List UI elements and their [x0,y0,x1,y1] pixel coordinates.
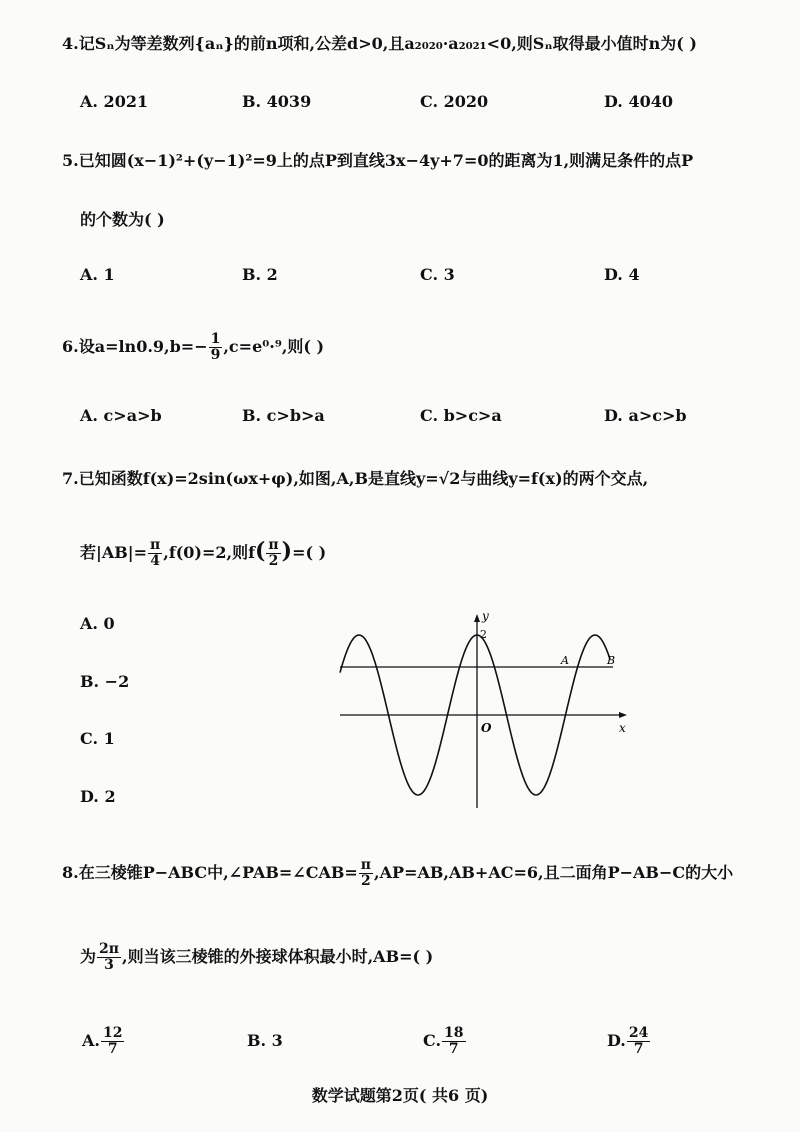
y-axis-arrow-icon [474,614,480,622]
y-axis-label: y [482,609,489,623]
y-tick-label-2: 2 [480,628,487,641]
q6-option-d: D. a>c>b [604,406,687,425]
q6-stem-suffix: ,c=e⁰·⁹,则( ) [223,337,325,356]
q7-line2-part1: 若|AB|= [80,543,147,562]
q7-sine-graph [335,608,635,813]
q8-option-b: B. 3 [247,1031,283,1050]
q7-stem-line1: 7.已知函数f(x)=2sin(ωx+φ),如图,A,B是直线y=√2与曲线y=f(x)的两个交点, [62,469,649,488]
q8-option-c-letter: C. [423,1031,442,1050]
page-footer: 数学试题第2页( 共6 页) [311,1086,489,1105]
q7-ab-denominator: 4 [150,553,160,569]
q5-option-a: A. 1 [80,265,115,284]
q7-f-numerator: π [268,537,279,553]
q7-left-paren: ( [254,538,266,564]
x-axis-label: x [619,721,626,735]
q7-option-c: C. 1 [80,729,115,748]
q5-stem-line1: 5.已知圆(x−1)²+(y−1)²=9上的点P到直线3x−4y+7=0的距离为1,则满足条件的点P [62,151,694,170]
q4-option-d: D. 4040 [604,92,673,111]
q8-line2-part1: 为 [80,947,97,966]
q7-option-b: B. −2 [80,672,130,691]
q8-stem-line1 [62,858,733,889]
q7-option-a: A. 0 [80,614,115,633]
q8-dihedral-numerator: 2π [99,941,120,957]
q8-option-c-denominator: 7 [448,1041,459,1057]
q8-option-a-denominator: 7 [107,1041,118,1057]
q8-stem-line2 [80,942,433,973]
q7-line2-part2: ,f(0)=2,则f [163,543,255,562]
q8-option-a-letter: A. [82,1031,100,1050]
x-axis-arrow-icon [619,712,627,718]
q8-option-c-fraction [442,1026,465,1057]
q6-stem [62,332,324,363]
q8-option-a-numerator: 12 [102,1025,123,1041]
q8-option-d-fraction [627,1026,650,1057]
q7-f-denominator: 2 [268,553,279,569]
origin-label: O [481,721,492,735]
q8-option-d-letter: D. [607,1031,626,1050]
q6-b-numerator: 1 [210,331,221,347]
q5-option-b: B. 2 [242,265,278,284]
q8-option-d [607,1026,651,1057]
q6-stem-prefix: 6.设a=ln0.9,b=− [62,337,208,356]
q6-option-b: B. c>b>a [242,406,325,425]
q6-b-fraction [209,332,223,363]
q4-option-b: B. 4039 [242,92,312,111]
q5-option-c: C. 3 [420,265,455,284]
q6-option-a: A. c>a>b [80,406,162,425]
q8-line2-part2: ,则当该三棱锥的外接球体积最小时,AB=( ) [122,947,434,966]
q7-stem-line2 [80,538,326,569]
q8-option-c-numerator: 18 [444,1025,464,1041]
q8-option-d-numerator: 24 [628,1025,649,1041]
q4-stem: 4.记Sₙ为等差数列{aₙ}的前n项和,公差d>0,且a₂₀₂₀·a₂₀₂₁<0,则Sₙ取得最小值时n为( ) [62,34,697,53]
point-a-label: A [561,654,569,667]
q8-angle-denominator: 2 [361,873,371,889]
q8-dihedral-denominator: 3 [104,957,114,973]
q5-option-d: D. 4 [604,265,640,284]
q5-stem-line2: 的个数为( ) [80,210,165,229]
q4-option-a: A. 2021 [80,92,149,111]
q6-b-denominator: 9 [210,347,221,363]
q8-option-a-fraction [101,1026,124,1057]
q7-ab-fraction [148,538,162,569]
q4-option-c: C. 2020 [420,92,489,111]
q8-line1-part2: ,AP=AB,AB+AC=6,且二面角P−AB−C的大小 [374,863,734,882]
q8-angle-numerator: π [360,857,372,873]
q8-line1-part1: 8.在三棱锥P−ABC中,∠PAB=∠CAB= [62,863,358,882]
q7-f-fraction [266,538,280,569]
q7-line2-part3: =( ) [292,543,327,562]
q7-right-paren: ) [281,538,293,564]
q7-option-d: D. 2 [80,787,116,806]
q8-angle-fraction [359,858,373,889]
point-b-label: B [607,654,616,667]
q6-option-c: C. b>c>a [420,406,502,425]
q8-dihedral-fraction [97,942,121,973]
q7-ab-numerator: π [150,537,161,553]
q8-option-a [82,1026,125,1057]
q8-option-d-denominator: 7 [633,1041,644,1057]
q8-option-c [423,1026,467,1057]
